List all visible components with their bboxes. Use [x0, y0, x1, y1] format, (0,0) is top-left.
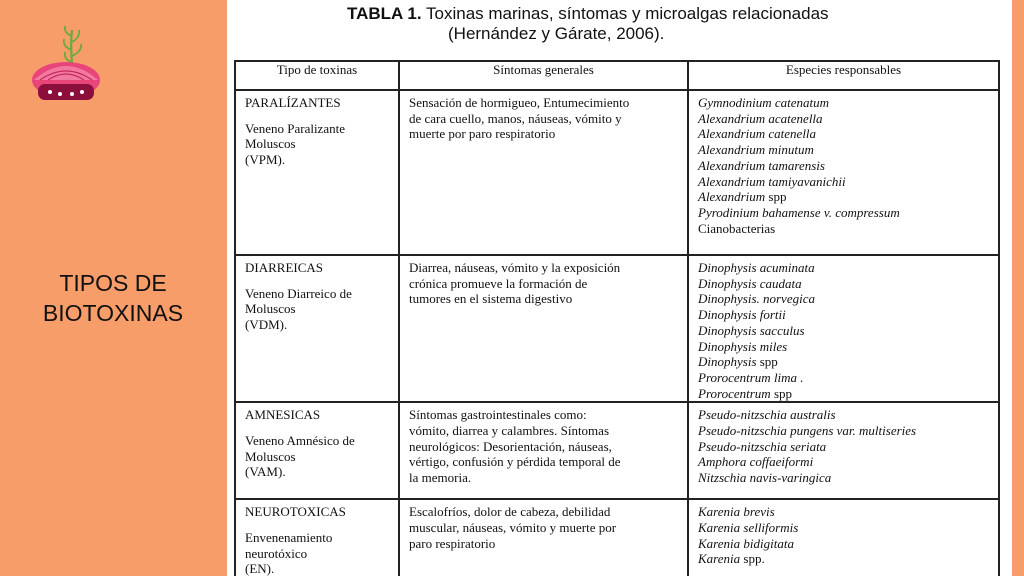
toxin-type-name: AMNESICAS	[245, 407, 321, 423]
shell-logo-icon	[28, 22, 104, 106]
table-row	[235, 499, 999, 576]
species-name: Dinophysis caudata	[698, 275, 802, 291]
toxin-type-name: PARALÍZANTES	[245, 95, 341, 110]
species-suffix: Cianobacterias	[698, 220, 776, 236]
symptom-line: de cara cuello, manos, náuseas, vómito y	[409, 110, 622, 126]
species-suffix: spp	[756, 354, 778, 370]
symptom-line: vómito, diarrea y calambres. Síntomas	[409, 423, 610, 439]
species-name: Karenia brevis	[698, 504, 775, 520]
toxin-type-desc: Veneno Amnésico de	[245, 433, 355, 449]
symptom-line: neurológicos: Desorientación, náuseas,	[409, 438, 612, 454]
species-item	[698, 205, 998, 221]
symptoms-cell	[399, 402, 688, 499]
species-name: Dinophysis sacculus	[698, 322, 805, 338]
species-item	[698, 323, 998, 339]
species-name: Gymnodinium catenatum	[698, 95, 830, 110]
species-item	[698, 221, 998, 237]
toxin-type-desc: Veneno Paralizante	[245, 120, 345, 136]
symptom-line: Diarrea, náuseas, vómito y la exposición	[409, 260, 621, 275]
symptom-line: vértigo, confusión y pérdida temporal de	[409, 454, 621, 470]
species-item	[698, 536, 998, 552]
toxin-type-desc: (EN).	[245, 561, 275, 576]
species-name: Dinophysis	[698, 354, 757, 370]
table-document	[227, 0, 1012, 576]
species-suffix: spp.	[740, 551, 765, 567]
toxin-type-name: NEUROTOXICAS	[245, 504, 346, 520]
table-caption-label: TABLA 1.	[347, 4, 422, 23]
species-name: Alexandrium tamarensis	[698, 157, 825, 173]
species-name: Prorocentrum lima .	[698, 369, 804, 385]
table-caption-text: Toxinas marinas, síntomas y microalgas relacionadas	[421, 4, 829, 23]
toxin-type-desc: Veneno Diarreico de	[245, 285, 352, 301]
species-suffix: spp	[765, 189, 787, 205]
species-name: Karenia	[698, 551, 741, 567]
species-name: Amphora coffaeiformi	[698, 454, 814, 470]
species-name: Prorocentrum	[698, 385, 771, 401]
symptom-line: Sensación de hormigueo, Entumecimiento	[409, 95, 630, 110]
species-name: Dinophysis fortii	[698, 307, 786, 323]
species-item	[698, 407, 998, 423]
symptoms-cell	[399, 90, 688, 255]
species-name: Alexandrium	[698, 189, 766, 205]
species-item	[698, 111, 998, 127]
species-name: Pseudo-nitzschia seriata	[698, 438, 827, 454]
symptom-line: la memoria.	[409, 470, 472, 486]
toxin-type-desc: Envenenamiento	[245, 530, 333, 546]
species-item	[698, 95, 998, 111]
toxin-type-desc: Moluscos	[245, 448, 296, 464]
slide-title-line1: TIPOS DE	[59, 270, 167, 296]
toxins-table	[234, 60, 1000, 576]
species-item	[698, 174, 998, 190]
species-name: Dinophysis acuminata	[698, 260, 815, 275]
symptom-line: muscular, náuseas, vómito y muerte por	[409, 520, 617, 536]
table-header-row	[235, 61, 999, 90]
symptoms-cell	[399, 255, 688, 402]
species-item	[698, 470, 998, 486]
species-cell	[688, 90, 999, 255]
toxin-type-cell	[235, 402, 399, 499]
symptom-line: Síntomas gastrointestinales como:	[409, 407, 587, 423]
species-name: Pseudo-nitzschia pungens var. multiseries	[698, 423, 917, 439]
species-name: Nitzschia navis-varingica	[698, 470, 832, 486]
toxin-type-desc: (VDM).	[245, 317, 288, 333]
slide-title	[28, 268, 198, 328]
species-item	[698, 158, 998, 174]
toxin-type-desc: (VAM).	[245, 464, 286, 480]
species-name: Pyrodinium bahamense v. compressum	[698, 204, 900, 220]
toxin-type-name: DIARREICAS	[245, 260, 324, 275]
symptoms-cell	[399, 499, 688, 576]
species-name: Karenia selliformis	[698, 520, 799, 536]
toxin-type-desc: neurotóxico	[245, 545, 308, 561]
table-citation: (Hernández y Gárate, 2006).	[448, 24, 665, 43]
symptom-line: paro respiratorio	[409, 535, 496, 551]
slide-title-line2: BIOTOXINAS	[42, 300, 184, 326]
species-item	[698, 520, 998, 536]
header-species: Especies responsables	[688, 61, 999, 90]
toxin-type-desc: Moluscos	[245, 136, 296, 152]
species-name: Pseudo-nitzschia australis	[698, 407, 836, 423]
species-item	[698, 454, 998, 470]
species-name: Alexandrium catenella	[698, 126, 817, 142]
species-cell	[688, 255, 999, 402]
table-caption	[347, 4, 829, 24]
symptom-line: muerte por paro respiratorio	[409, 126, 556, 142]
species-item	[698, 354, 998, 370]
symptom-line: Escalofríos, dolor de cabeza, debilidad	[409, 504, 611, 520]
toxin-type-cell	[235, 90, 399, 255]
species-name: Alexandrium acatenella	[698, 110, 823, 126]
species-suffix: spp	[770, 385, 793, 401]
species-cell	[688, 402, 999, 499]
species-item	[698, 276, 998, 292]
species-item	[698, 339, 998, 355]
species-item	[698, 439, 998, 455]
toxin-type-cell	[235, 499, 399, 576]
species-item	[698, 423, 998, 439]
species-item	[698, 551, 998, 567]
species-item	[698, 386, 998, 402]
species-name: Dinophysis. norvegica	[698, 291, 815, 307]
species-item	[698, 307, 998, 323]
symptom-line: crónica promueve la formación de	[409, 275, 588, 291]
species-item	[698, 189, 998, 205]
table-row	[235, 90, 999, 255]
header-toxin-type: Tipo de toxinas	[235, 61, 399, 90]
species-item	[698, 260, 998, 276]
species-item	[698, 142, 998, 158]
species-name: Dinophysis miles	[698, 338, 788, 354]
species-item	[698, 370, 998, 386]
toxin-type-desc: Moluscos	[245, 301, 296, 317]
symptom-line: tumores en el sistema digestivo	[409, 291, 573, 307]
toxin-type-desc: (VPM).	[245, 152, 286, 168]
header-symptoms: Síntomas generales	[399, 61, 688, 90]
table-row	[235, 255, 999, 402]
table-row	[235, 402, 999, 499]
species-name: Alexandrium minutum	[698, 142, 814, 158]
species-item	[698, 504, 998, 520]
species-name: Karenia bidigitata	[698, 535, 794, 551]
species-item	[698, 126, 998, 142]
species-item	[698, 291, 998, 307]
species-cell	[688, 499, 999, 576]
species-name: Alexandrium tamiyavanichii	[698, 173, 846, 189]
toxin-type-cell	[235, 255, 399, 402]
